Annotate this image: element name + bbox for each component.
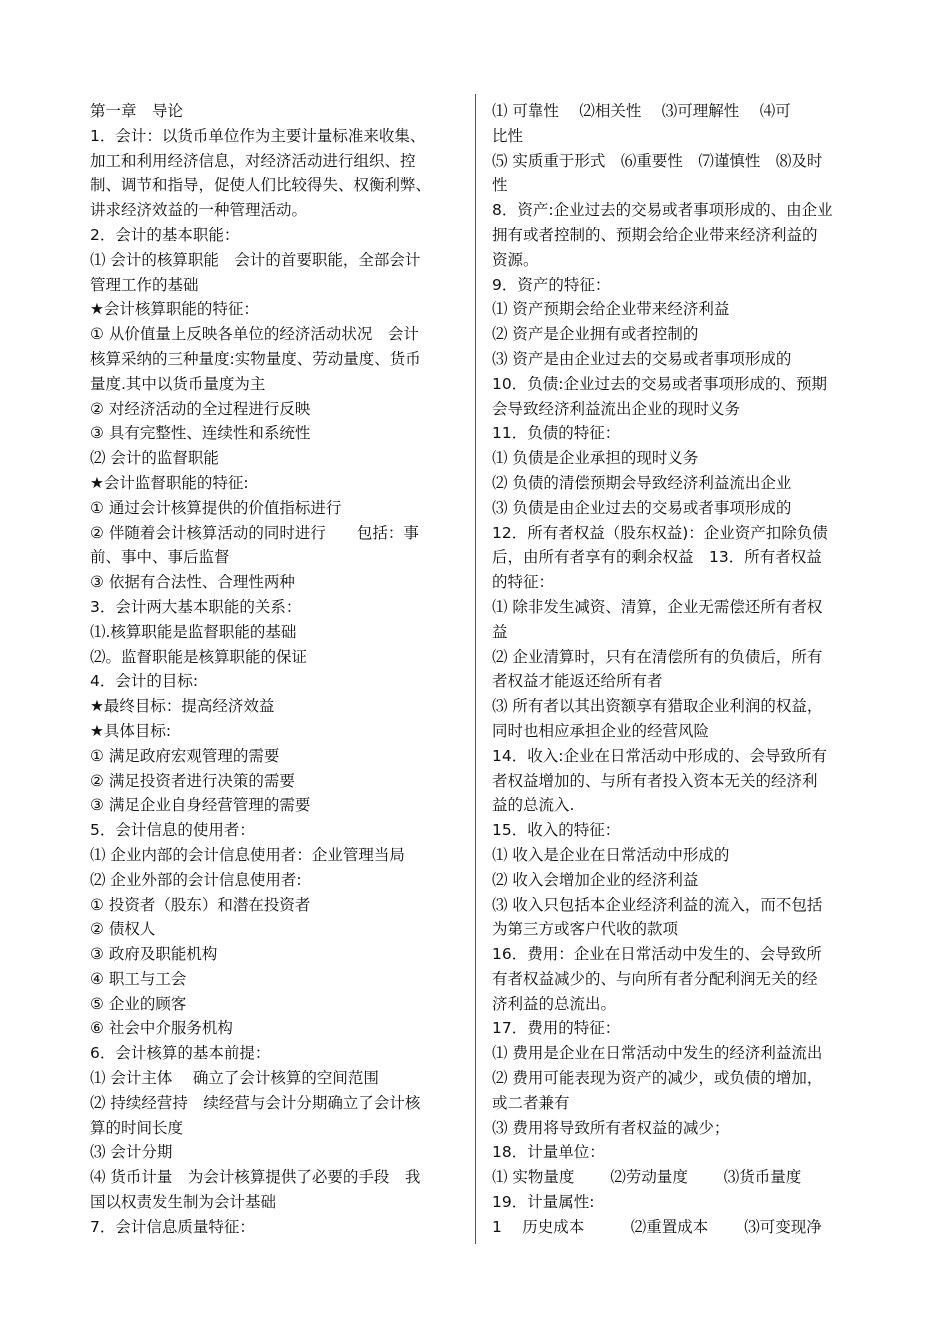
left-text-line: 制、调节和指导，促使人们比较得失、权衡利弊、 <box>90 176 432 195</box>
right-text-line: 15．收入的特征： <box>492 821 621 840</box>
right-text-line: ⑴ 除非发生减资、清算，企业无需偿还所有者权 <box>492 597 823 616</box>
left-text-line: ⑥ 社会中介服务机构 <box>90 1019 233 1038</box>
right-text-line: 9．资产的特征： <box>492 275 611 294</box>
right-text-line: 会导致经济利益流出企业的现时义务 <box>492 399 741 418</box>
right-text-line: 16．费用：企业在日常活动中发生的、会导致所 <box>492 945 822 964</box>
left-text-line: ③ 具有完整性、连续性和系统性 <box>90 424 311 443</box>
right-text-line: 同时也相应承担企业的经营风险 <box>492 721 710 740</box>
right-text-line: ⑴ 费用是企业在日常活动中发生的经济利益流出 <box>492 1044 823 1063</box>
left-text-line: 核算采纳的三种量度:实物量度、劳动量度、货币 <box>90 349 421 368</box>
left-text-line: ★最终目标：提高经济效益 <box>90 697 275 716</box>
left-text-line: ★具体目标: <box>90 721 172 740</box>
left-text-line: ③ 满足企业自身经营管理的需要 <box>90 796 311 815</box>
right-text-line: 8．资产:企业过去的交易或者事项形成的、由企业 <box>492 201 833 220</box>
right-text-line: 18．计量单位： <box>492 1143 605 1162</box>
right-text-line: ⑶ 费用将导致所有者权益的减少； <box>492 1118 730 1137</box>
right-text-line: ⑴ 可靠性 ⑵相关性 ⑶可理解性 ⑷可 <box>492 102 791 120</box>
left-text-line: ⑷ 货币计量 为会计核算提供了必要的手段 我 <box>90 1168 421 1187</box>
left-text-line: ② 债权人 <box>90 920 156 939</box>
right-text-line: 益 <box>492 622 508 641</box>
left-text-line: 算的时间长度 <box>90 1118 184 1137</box>
left-text-line: ① 从价值量上反映各单位的经济活动状况 会计 <box>90 325 419 344</box>
right-text-line: ⑶ 资产是由企业过去的交易或者事项形成的 <box>492 349 792 368</box>
right-text-line: 12．所有者权益（股东权益)：企业资产扣除负债 <box>492 523 828 542</box>
left-column <box>90 99 462 1240</box>
left-text-line: 讲求经济效益的一种管理活动。 <box>90 201 308 220</box>
left-text-line: ② 满足投资者进行决策的需要 <box>90 771 295 790</box>
left-text-line: ⑴ 会计主体 确立了会计核算的空间范围 <box>90 1069 379 1088</box>
left-text-line: ⑵。监督职能是核算职能的保证 <box>90 647 308 666</box>
left-text-line: 第一章 导论 <box>90 102 184 120</box>
right-text-line: 者权益增加的、与所有者投入资本无关的经济利 <box>492 771 818 790</box>
left-text-line: ⑵ 企业外部的会计信息使用者: <box>90 870 302 889</box>
right-text-line: 资源。 <box>492 250 539 269</box>
right-text-line: ⑸ 实质重于形式 ⑹重要性 ⑺谨慎性 ⑻及时 <box>492 151 823 170</box>
left-text-line: 国以权责发生制为会计基础 <box>90 1193 277 1212</box>
right-text-line: 比性 <box>492 126 524 145</box>
right-text-line: ⑶ 收入只包括本企业经济利益的流入，而不包括 <box>492 895 823 914</box>
right-text-line: ⑶ 所有者以其出资额享有猎取企业利润的权益， <box>492 697 823 716</box>
right-text-line: 拥有或者控制的、预期会给企业带来经济利益的 <box>492 225 818 244</box>
right-text-line: ⑴ 负债是企业承担的现时义务 <box>492 449 699 468</box>
right-text-line: 济利益的总流出。 <box>492 994 617 1013</box>
left-text-line: 1．会计：以货币单位作为主要计量标准来收集、 <box>90 126 426 145</box>
left-text-line: ⑵ 持续经营持 续经营与会计分期确立了会计核 <box>90 1093 421 1112</box>
left-text-line: ② 对经济活动的全过程进行反映 <box>90 399 311 418</box>
column-divider <box>475 94 476 1244</box>
right-text-line: 后，由所有者享有的剩余权益 13．所有者权益 <box>492 548 822 567</box>
right-text-line: 性 <box>492 176 508 195</box>
right-text-line: ⑵ 费用可能表现为资产的减少，或负债的增加， <box>492 1069 823 1088</box>
right-text-line: ⑵ 收入会增加企业的经济利益 <box>492 870 699 889</box>
left-text-line: ③ 依据有合法性、合理性两种 <box>90 573 295 592</box>
left-text-line: 5．会计信息的使用者： <box>90 821 255 840</box>
left-text-line: ④ 职工与工会 <box>90 969 187 988</box>
right-text-line: ⑵ 负债的清偿预期会导致经济利益流出企业 <box>492 473 792 492</box>
left-text-line: ⑴ 企业内部的会计信息使用者：企业管理当局 <box>90 845 405 864</box>
left-text-line: ① 通过会计核算提供的价值指标进行 <box>90 498 342 517</box>
right-text-line: 14．收入:企业在日常活动中形成的、会导致所有 <box>492 746 827 765</box>
right-text-line: 11．负债的特征： <box>492 424 621 443</box>
right-text-line: 19．计量属性: <box>492 1193 595 1212</box>
left-text-line: 2．会计的基本职能： <box>90 225 240 244</box>
left-text-line: ⑤ 企业的顾客 <box>90 994 187 1013</box>
right-text-line: ⑴ 资产预期会给企业带来经济利益 <box>492 300 730 319</box>
right-text-line: 10．负债:企业过去的交易或者事项形成的、预期 <box>492 374 827 393</box>
right-text-line: ⑴ 实物量度 ⑵劳动量度 ⑶货币量度 <box>492 1168 802 1187</box>
right-text-line: 的特征： <box>492 573 555 592</box>
right-text-line: ⑶ 负债是由企业过去的交易或者事项形成的 <box>492 498 792 517</box>
left-text-line: 7．会计信息质量特征： <box>90 1217 255 1236</box>
right-column <box>492 99 862 1240</box>
left-text-line: 6．会计核算的基本前提： <box>90 1044 271 1063</box>
left-text-line: 前、事中、事后监督 <box>90 548 230 567</box>
left-text-line: ① 投资者（股东）和潜在投资者 <box>90 895 311 914</box>
left-text-line: 3．会计两大基本职能的关系： <box>90 597 302 616</box>
right-text-line: 为第三方或客户代收的款项 <box>492 920 679 939</box>
left-text-line: ① 满足政府宏观管理的需要 <box>90 746 280 765</box>
left-text-line: ⑶ 会计分期 <box>90 1143 173 1162</box>
right-text-line: 有者权益减少的、与向所有者分配利润无关的经 <box>492 969 818 988</box>
right-text-line: 或二者兼有 <box>492 1093 570 1112</box>
right-text-line: 17．费用的特征： <box>492 1019 621 1038</box>
left-text-line: ⑵ 会计的监督职能 <box>90 449 219 468</box>
right-text-line: ⑵ 企业清算时，只有在清偿所有的负债后，所有 <box>492 647 823 666</box>
right-text-line: 益的总流入. <box>492 796 575 815</box>
left-text-line: 加工和利用经济信息，对经济活动进行组织、控 <box>90 151 416 170</box>
right-text-line: 者权益才能返还给所有者 <box>492 672 663 691</box>
left-text-line: ★会计监督职能的特征: <box>90 473 249 492</box>
right-text-line: ⑵ 资产是企业拥有或者控制的 <box>492 325 699 344</box>
right-text-line: ⑴ 收入是企业在日常活动中形成的 <box>492 845 730 864</box>
left-text-line: ② 伴随着会计核算活动的同时进行 包括：事 <box>90 523 419 542</box>
left-text-line: 管理工作的基础 <box>90 275 199 294</box>
right-text-line: 1 历史成本 ⑵重置成本 ⑶可变现净 <box>492 1217 822 1236</box>
left-text-line: 4．会计的目标: <box>90 672 199 691</box>
left-text-line: 量度.其中以货币量度为主 <box>90 374 266 393</box>
left-text-line: ★会计核算职能的特征： <box>90 300 259 319</box>
left-text-line: ⑴.核算职能是监督职能的基础 <box>90 622 297 641</box>
left-text-line: ③ 政府及职能机构 <box>90 945 218 964</box>
left-text-line: ⑴ 会计的核算职能 会计的首要职能，全部会计 <box>90 250 421 269</box>
